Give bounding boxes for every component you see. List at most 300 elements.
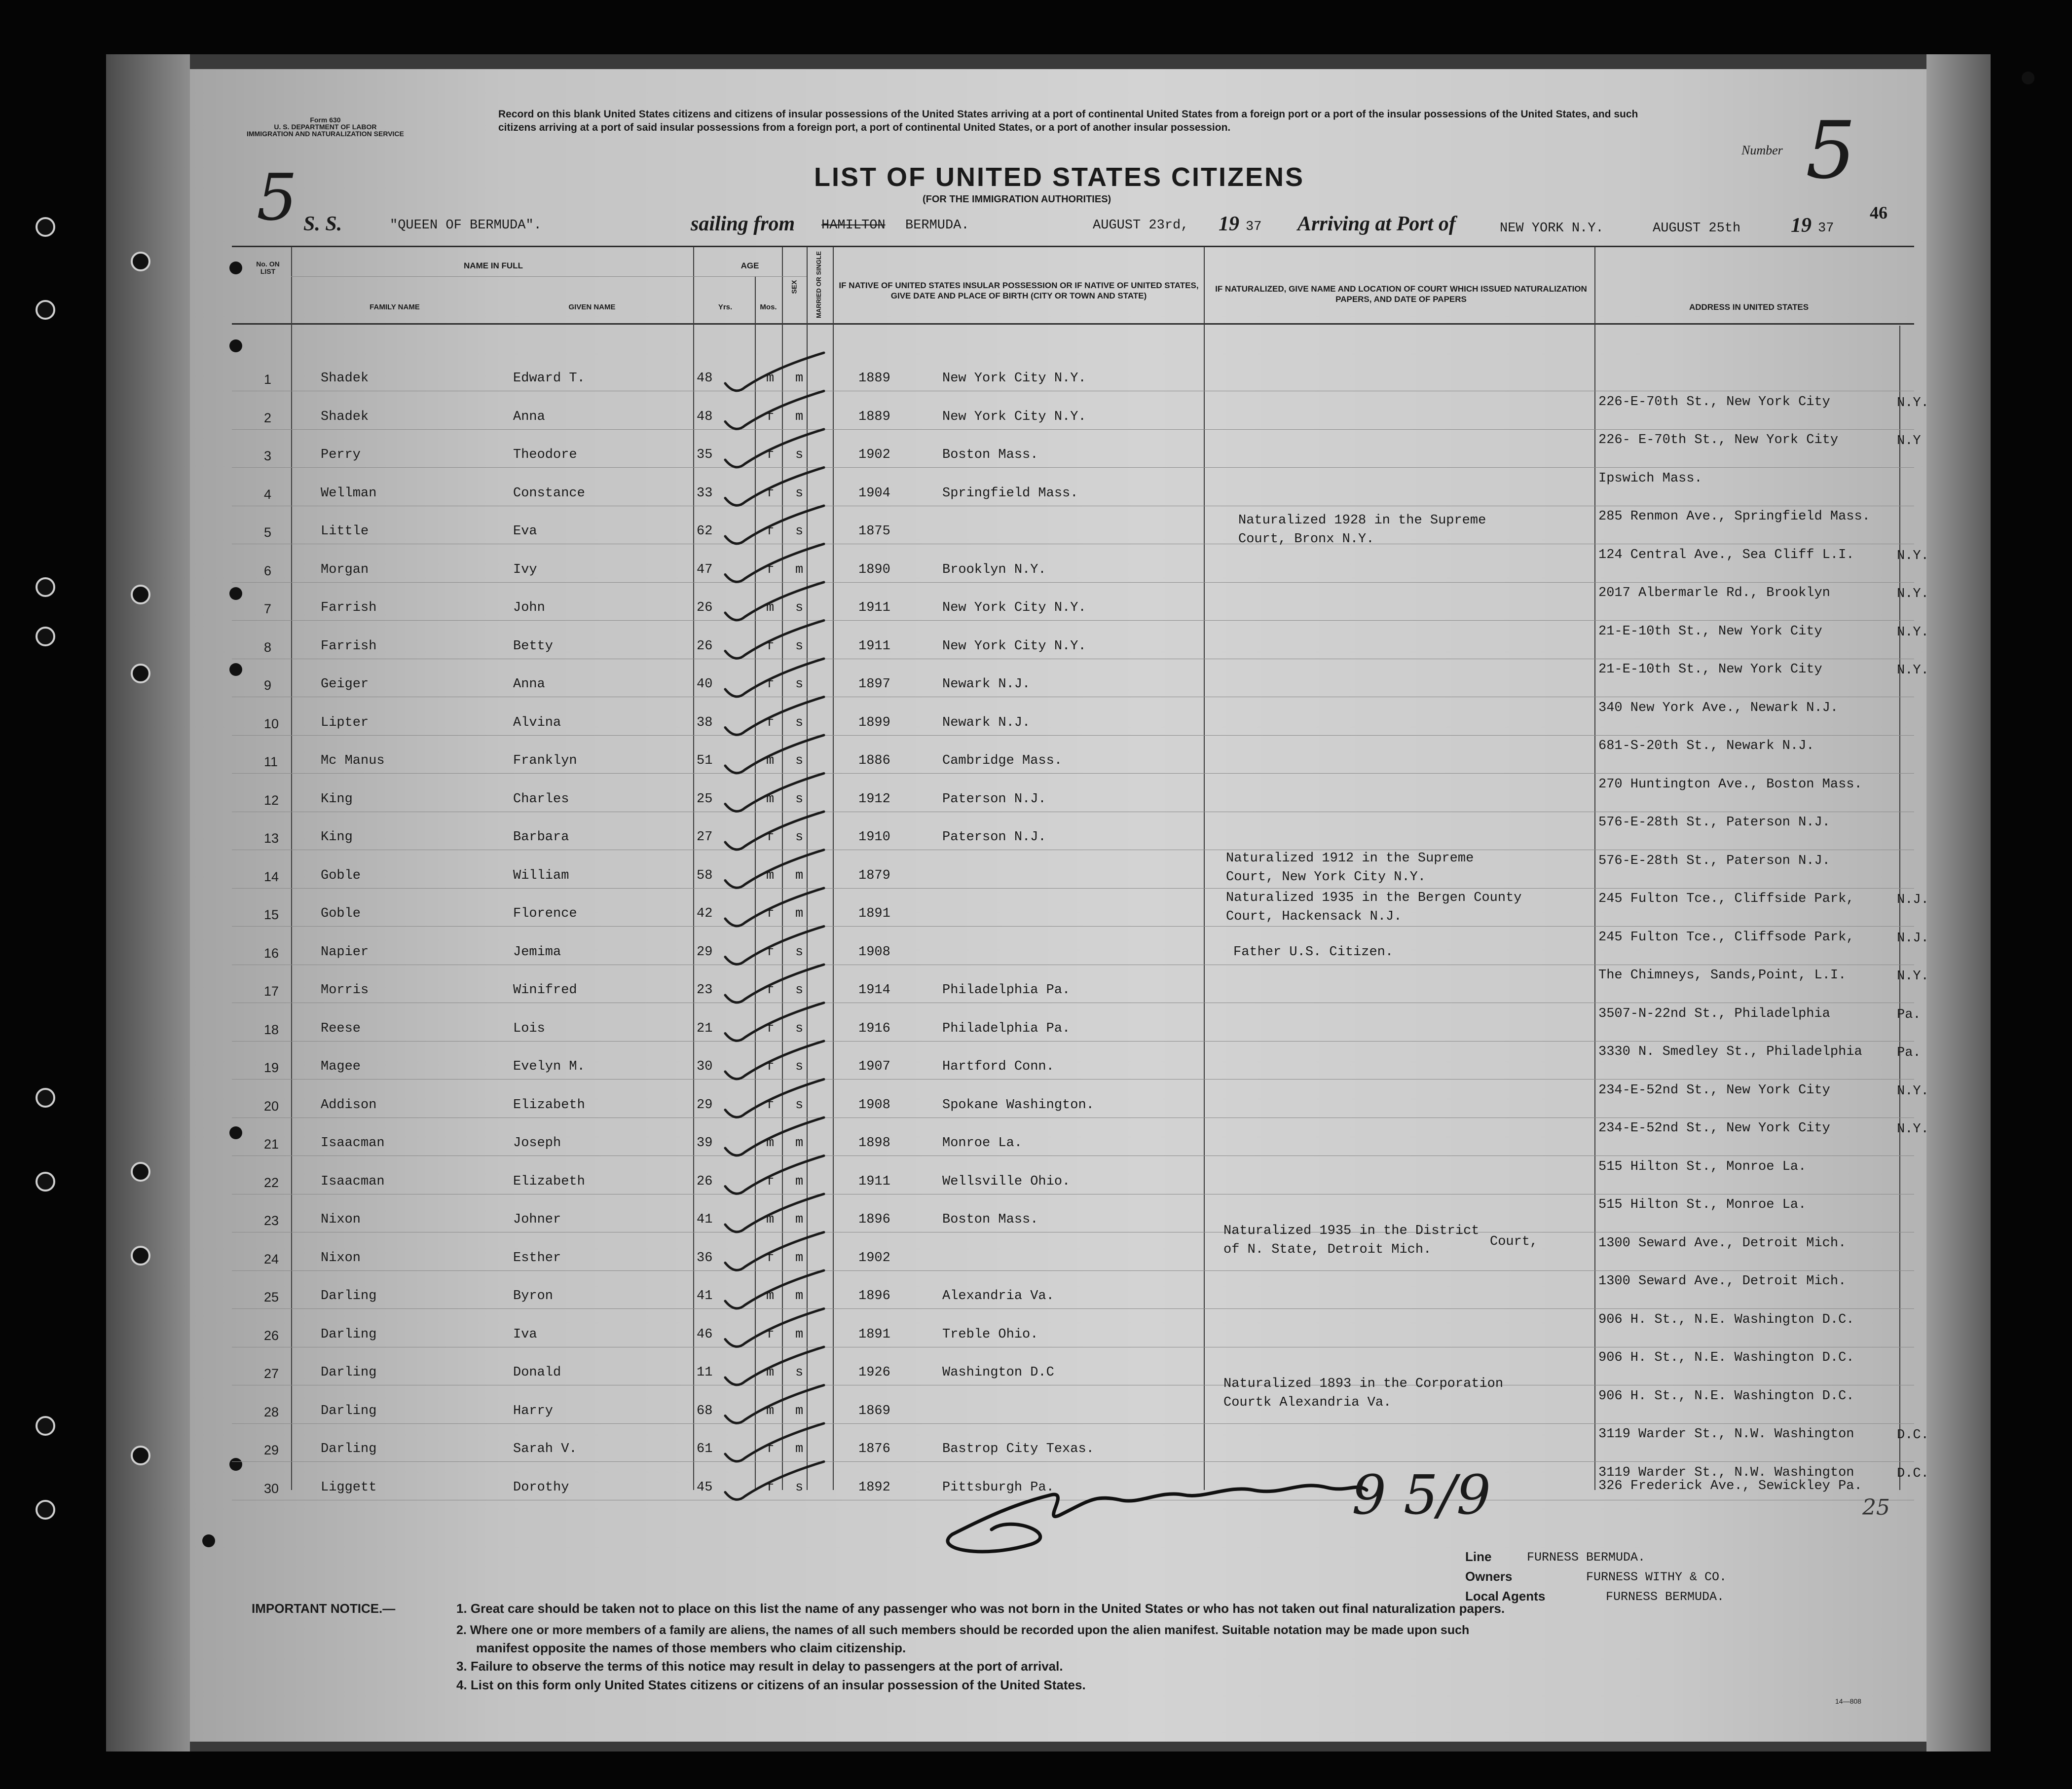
- address-state: N.Y: [1897, 434, 1921, 448]
- marital-status: m: [795, 1404, 804, 1418]
- marital-status: m: [795, 1289, 804, 1304]
- check-mark: [725, 965, 824, 1003]
- given-name: Byron: [513, 1289, 554, 1304]
- marital-status: s: [795, 830, 804, 845]
- arriving-label: Arriving at Port of: [1297, 213, 1456, 235]
- check-mark: [725, 735, 824, 773]
- form-number: Form 630: [310, 116, 341, 124]
- last-address: 326 Frederick Ave., Sewickley Pa.: [1598, 1479, 1862, 1493]
- family-name: Goble: [321, 906, 361, 921]
- col-header-address: ADDRESS IN UNITED STATES: [1689, 302, 1809, 312]
- birth-year: 1910: [858, 830, 890, 845]
- birth-place: Boston Mass.: [942, 1212, 1038, 1227]
- given-name: Charles: [513, 792, 569, 807]
- arrival-port: NEW YORK N.Y.: [1500, 221, 1604, 236]
- age-years: 48: [697, 410, 713, 424]
- address-state: N.Y.: [1897, 587, 1929, 601]
- address-state: N.Y.: [1897, 1084, 1929, 1099]
- address: 906 H. St., N.E. Washington D.C.: [1598, 1389, 1854, 1404]
- naturalization-note-line: Courtk Alexandria Va.: [1223, 1395, 1392, 1410]
- arrival-date: AUGUST 25th: [1653, 221, 1741, 236]
- check-mark: [725, 1385, 824, 1423]
- row-number: 21: [264, 1137, 279, 1152]
- sex: f: [766, 1098, 775, 1113]
- sex: m: [766, 868, 775, 883]
- row-number: 13: [264, 831, 279, 846]
- row-number: 4: [264, 487, 272, 502]
- age-years: 26: [697, 600, 713, 615]
- marital-status: s: [795, 715, 804, 730]
- age-years: 26: [697, 639, 713, 654]
- check-mark: [725, 1041, 824, 1079]
- sex: m: [766, 371, 775, 386]
- birth-place: Boston Mass.: [942, 447, 1038, 462]
- row-number: 12: [264, 793, 279, 808]
- birth-place: Treble Ohio.: [942, 1327, 1038, 1342]
- sex: m: [766, 1289, 775, 1304]
- given-name: Elizabeth: [513, 1098, 585, 1113]
- local-agents-label: Local Agents: [1465, 1589, 1546, 1603]
- row-number: 5: [264, 525, 272, 540]
- owners-value: FURNESS WITHY & CO.: [1586, 1570, 1727, 1584]
- address: 226-E-70th St., New York City: [1598, 395, 1830, 410]
- check-mark: [725, 1232, 824, 1270]
- birth-year: 1904: [858, 486, 890, 501]
- address: 245 Fulton Tce., Cliffsode Park,: [1598, 930, 1854, 945]
- birth-year: 1879: [858, 868, 890, 883]
- marital-status: m: [795, 371, 804, 386]
- birth-year: 1898: [858, 1136, 890, 1151]
- row-number: 16: [264, 946, 279, 961]
- address: 1300 Seward Ave., Detroit Mich.: [1598, 1236, 1847, 1251]
- family-name: Nixon: [321, 1251, 361, 1266]
- marital-status: m: [795, 1327, 804, 1342]
- family-name: Darling: [321, 1327, 377, 1342]
- row-number: 24: [264, 1252, 279, 1267]
- birth-place: Bastrop City Texas.: [942, 1442, 1094, 1456]
- row-number: 1: [264, 372, 272, 387]
- check-mark: [725, 888, 824, 926]
- col-header-family-name: FAMILY NAME: [370, 303, 420, 311]
- given-name: Theodore: [513, 447, 577, 462]
- family-name: Wellman: [321, 486, 377, 501]
- check-mark: [725, 1270, 824, 1308]
- given-name: Constance: [513, 486, 585, 501]
- local-agents-value: FURNESS BERMUDA.: [1606, 1590, 1725, 1604]
- sailing-from-struck: HAMILTON: [821, 218, 886, 233]
- marital-status: s: [795, 792, 804, 807]
- birth-place: New York City N.Y.: [942, 371, 1086, 386]
- birth-year: 1896: [858, 1212, 890, 1227]
- page-subtitle: (FOR THE IMMIGRATION AUTHORITIES): [923, 194, 1111, 205]
- birth-year: 1896: [858, 1289, 890, 1304]
- birth-year: 1886: [858, 753, 890, 768]
- sex: f: [766, 1442, 775, 1456]
- birth-year: 1899: [858, 715, 890, 730]
- address: 226- E-70th St., New York City: [1598, 433, 1839, 447]
- check-mark: [725, 1156, 824, 1194]
- line-value: FURNESS BERMUDA.: [1527, 1550, 1646, 1565]
- age-years: 61: [697, 1442, 713, 1456]
- naturalization-note-line: Court, New York City N.Y.: [1226, 870, 1426, 885]
- address-state: N.Y.: [1897, 1122, 1929, 1137]
- birth-place: Wellsville Ohio.: [942, 1174, 1071, 1189]
- check-mark: [725, 1309, 824, 1347]
- birth-year: 1916: [858, 1021, 890, 1036]
- naturalization-note-line: of N. State, Detroit Mich.: [1223, 1242, 1432, 1257]
- given-name: Alvina: [513, 715, 561, 730]
- family-name: Darling: [321, 1289, 377, 1304]
- family-name: Darling: [321, 1404, 377, 1418]
- given-name: Harry: [513, 1404, 554, 1418]
- birth-year: 1912: [858, 792, 890, 807]
- check-mark: [725, 1118, 824, 1155]
- birth-year: 1876: [858, 1442, 890, 1456]
- family-name: Addison: [321, 1098, 377, 1113]
- given-name: Anna: [513, 410, 545, 424]
- row-number: 28: [264, 1405, 279, 1419]
- birth-place: New York City N.Y.: [942, 600, 1086, 615]
- sex: f: [766, 447, 775, 462]
- age-years: 39: [697, 1136, 713, 1151]
- age-years: 30: [697, 1059, 713, 1074]
- marital-status: m: [795, 906, 804, 921]
- check-mark: [725, 659, 824, 697]
- row-number: 2: [264, 410, 272, 425]
- address: 340 New York Ave., Newark N.J.: [1598, 701, 1839, 715]
- check-mark: [725, 927, 824, 965]
- page-title: LIST OF UNITED STATES CITIZENS: [814, 162, 1304, 192]
- family-name: Shadek: [321, 371, 369, 386]
- marital-status: s: [795, 1365, 804, 1380]
- age-years: 35: [697, 447, 713, 462]
- sex: m: [766, 1136, 775, 1151]
- check-mark: [725, 544, 824, 582]
- col-header-naturalized: IF NATURALIZED, GIVE NAME AND LOCATION OF COURT WHICH ISSUED NATURALIZATION PAPERS, AND DATE OF PAPERS: [1215, 284, 1587, 304]
- birth-year: 1908: [858, 945, 890, 960]
- sex: m: [766, 753, 775, 768]
- given-name: Jemima: [513, 945, 561, 960]
- age-years: 46: [697, 1327, 713, 1342]
- naturalization-note-line: Naturalized 1935 in the District: [1223, 1224, 1480, 1238]
- marital-status: s: [795, 639, 804, 654]
- birth-place: Washington D.C: [942, 1365, 1054, 1380]
- birth-place: New York City N.Y.: [942, 410, 1086, 424]
- age-years: 38: [697, 715, 713, 730]
- address-state: N.Y.: [1897, 663, 1929, 678]
- age-years: 29: [697, 1098, 713, 1113]
- given-name: Elizabeth: [513, 1174, 585, 1189]
- row-number: 14: [264, 869, 279, 884]
- notice-title: IMPORTANT NOTICE.—: [252, 1601, 396, 1616]
- marital-status: s: [795, 524, 804, 539]
- family-name: Little: [321, 524, 369, 539]
- row-number: 29: [264, 1443, 279, 1457]
- address: 515 Hilton St., Monroe La.: [1598, 1159, 1807, 1174]
- row-number: 18: [264, 1022, 279, 1037]
- birth-year: 1891: [858, 906, 890, 921]
- given-name: John: [513, 600, 545, 615]
- sailing-from-label: sailing from: [691, 213, 795, 235]
- marital-status: s: [795, 447, 804, 462]
- notice-item-1: 1. Great care should be taken not to place on this list the name of any passenger who was not born in the United States or who has not taken out final naturalization papers.: [456, 1601, 1505, 1616]
- row-number: 30: [264, 1481, 279, 1496]
- arrival-year-prefix: 19: [1791, 214, 1812, 237]
- col-header-age: AGE: [740, 261, 759, 270]
- marital-status: s: [795, 486, 804, 501]
- row-number: 26: [264, 1328, 279, 1343]
- birth-place: Philadelphia Pa.: [942, 983, 1071, 998]
- age-years: 21: [697, 1021, 713, 1036]
- birth-place: Pittsburgh Pa.: [942, 1480, 1054, 1495]
- check-mark: [725, 850, 824, 888]
- departure-year-prefix: 19: [1219, 213, 1239, 235]
- naturalization-note-line: Court, Hackensack N.J.: [1226, 909, 1402, 924]
- address: 3507-N-22nd St., Philadelphia: [1598, 1006, 1830, 1021]
- given-name: Evelyn M.: [513, 1059, 585, 1074]
- given-name: Barbara: [513, 830, 569, 845]
- sex: f: [766, 524, 775, 539]
- check-mark: [725, 468, 824, 506]
- marital-status: m: [795, 868, 804, 883]
- birth-year: 1902: [858, 447, 890, 462]
- given-name: Florence: [513, 906, 577, 921]
- birth-place: Monroe La.: [942, 1136, 1023, 1151]
- row-number: 7: [264, 601, 272, 616]
- age-years: 62: [697, 524, 713, 539]
- row-number: 9: [264, 678, 272, 693]
- given-name: Eva: [513, 524, 537, 539]
- address-state: N.Y.: [1897, 396, 1929, 410]
- sex: f: [766, 1059, 775, 1074]
- check-mark: [725, 697, 824, 735]
- sex: f: [766, 677, 775, 692]
- birth-year: 1911: [858, 600, 890, 615]
- row-number: 27: [264, 1366, 279, 1381]
- family-name: Napier: [321, 945, 369, 960]
- sex: f: [766, 1021, 775, 1036]
- address-state: N.Y.: [1897, 625, 1929, 640]
- age-years: 41: [697, 1212, 713, 1227]
- given-name: Johner: [513, 1212, 561, 1227]
- address: 234-E-52nd St., New York City: [1598, 1121, 1830, 1136]
- age-years: 58: [697, 868, 713, 883]
- address: 124 Central Ave., Sea Cliff L.I.: [1598, 548, 1854, 562]
- sex: f: [766, 410, 775, 424]
- sex: f: [766, 715, 775, 730]
- check-mark: [725, 1423, 824, 1461]
- address: 234-E-52nd St., New York City: [1598, 1083, 1830, 1098]
- family-name: Goble: [321, 868, 361, 883]
- sex: f: [766, 1174, 775, 1189]
- given-name: Winifred: [513, 983, 577, 998]
- notice-item-2a: 2. Where one or more members of a family are aliens, the names of all such members should be recorded upon the alien manifest. Suitable notation may be made upon such: [456, 1623, 1470, 1637]
- col-header-given-name: GIVEN NAME: [568, 303, 616, 311]
- age-years: 45: [697, 1480, 713, 1495]
- age-years: 42: [697, 906, 713, 921]
- family-name: Shadek: [321, 410, 369, 424]
- given-name: Franklyn: [513, 753, 577, 768]
- birth-year: 1875: [858, 524, 890, 539]
- birth-place: Cambridge Mass.: [942, 753, 1063, 768]
- sex: f: [766, 983, 775, 998]
- arrival-year-suffix: 37: [1818, 221, 1834, 236]
- address: 1300 Seward Ave., Detroit Mich.: [1598, 1274, 1847, 1289]
- check-mark: [725, 429, 824, 467]
- family-name: Isaacman: [321, 1174, 385, 1189]
- row-number: 3: [264, 448, 272, 463]
- marital-status: m: [795, 1212, 804, 1227]
- sex: f: [766, 1480, 775, 1495]
- address-state: N.J.: [1897, 931, 1929, 946]
- age-years: 68: [697, 1404, 713, 1418]
- address: 3330 N. Smedley St., Philadelphia: [1598, 1044, 1862, 1059]
- check-mark: [725, 1080, 824, 1118]
- birth-year: 1892: [858, 1480, 890, 1495]
- address-state: D.C.: [1897, 1428, 1929, 1443]
- col-header-no: No. ON LIST: [256, 260, 280, 275]
- family-name: Morris: [321, 983, 369, 998]
- number-label: Number: [1741, 143, 1783, 157]
- col-header-name-in-full: NAME IN FULL: [464, 261, 523, 270]
- address-state: N.Y.: [1897, 969, 1929, 984]
- owners-label: Owners: [1465, 1569, 1513, 1584]
- given-name: Edward T.: [513, 371, 585, 386]
- marital-status: s: [795, 1059, 804, 1074]
- check-mark: [725, 1347, 824, 1385]
- print-code: 14—808: [1835, 1697, 1861, 1705]
- birth-place: Paterson N.J.: [942, 792, 1046, 807]
- address: Ipswich Mass.: [1598, 471, 1702, 486]
- marital-status: m: [795, 562, 804, 577]
- naturalization-note-line: Court, Bronx N.Y.: [1238, 532, 1374, 547]
- family-name: Darling: [321, 1365, 377, 1380]
- check-mark: [725, 1462, 824, 1500]
- address-state: D.C.: [1897, 1466, 1929, 1481]
- birth-place: Newark N.J.: [942, 715, 1031, 730]
- family-name: Darling: [321, 1442, 377, 1456]
- naturalization-note-line: Naturalized 1893 in the Corporation: [1223, 1377, 1504, 1391]
- check-mark: [725, 582, 824, 620]
- family-name: Morgan: [321, 562, 369, 577]
- marital-status: m: [795, 1136, 804, 1151]
- sex: m: [766, 1404, 775, 1418]
- age-years: 41: [697, 1289, 713, 1304]
- given-name: Iva: [513, 1327, 537, 1342]
- marital-status: m: [795, 410, 804, 424]
- list-number: 5: [1806, 104, 1856, 196]
- signature-date: 9 5/9: [1352, 1463, 1491, 1527]
- family-name: Perry: [321, 447, 361, 462]
- address: 3119 Warder St., N.W. Washington: [1598, 1427, 1854, 1442]
- age-years: 29: [697, 945, 713, 960]
- signature-stroke: [948, 1486, 1367, 1552]
- sex: f: [766, 906, 775, 921]
- page-code: 46: [1870, 203, 1887, 223]
- address: 906 H. St., N.E. Washington D.C.: [1598, 1350, 1854, 1365]
- birth-year: 1869: [858, 1404, 890, 1418]
- family-name: Liggett: [321, 1480, 377, 1495]
- address: 906 H. St., N.E. Washington D.C.: [1598, 1312, 1854, 1327]
- col-header-birth: IF NATIVE OF UNITED STATES INSULAR POSSESSION OR IF NATIVE OF UNITED STATES, GIVE DATE AND PLACE OF BIRTH (CITY OR TOWN AND STATE): [839, 281, 1199, 300]
- sex: f: [766, 830, 775, 845]
- age-years: 51: [697, 753, 713, 768]
- row-number: 10: [264, 716, 279, 731]
- birth-place: Alexandria Va.: [942, 1289, 1054, 1304]
- sex: m: [766, 1212, 775, 1227]
- birth-place: Hartford Conn.: [942, 1059, 1054, 1074]
- given-name: William: [513, 868, 569, 883]
- age-years: 23: [697, 983, 713, 998]
- given-name: Betty: [513, 639, 554, 654]
- address: The Chimneys, Sands,Point, L.I.: [1598, 968, 1847, 983]
- family-name: Magee: [321, 1059, 361, 1074]
- address: 2017 Albermarle Rd., Brooklyn: [1598, 586, 1830, 600]
- address: 576-E-28th St., Paterson N.J.: [1598, 854, 1830, 868]
- sex: f: [766, 486, 775, 501]
- sex: m: [766, 600, 775, 615]
- marital-status: s: [795, 983, 804, 998]
- col-header-yrs: Yrs.: [718, 303, 733, 311]
- naturalization-note-line: Naturalized 1935 in the Bergen County: [1226, 891, 1522, 905]
- address-state: N.Y.: [1897, 549, 1929, 563]
- row-number: 22: [264, 1175, 279, 1190]
- marital-status: s: [795, 600, 804, 615]
- given-name: Esther: [513, 1251, 561, 1266]
- given-name: Ivy: [513, 562, 537, 577]
- address: 515 Hilton St., Monroe La.: [1598, 1197, 1807, 1212]
- col-header-sex: SEX: [790, 280, 798, 294]
- birth-year: 1907: [858, 1059, 890, 1074]
- birth-year: 1926: [858, 1365, 890, 1380]
- check-mark: [725, 1194, 824, 1232]
- address: 3119 Warder St., N.W. Washington: [1598, 1465, 1854, 1480]
- age-years: 27: [697, 830, 713, 845]
- sex: f: [766, 639, 775, 654]
- address: 576-E-28th St., Paterson N.J.: [1598, 815, 1830, 830]
- birth-year: 1889: [858, 371, 890, 386]
- birth-place: New York City N.Y.: [942, 639, 1086, 654]
- family-name: Lipter: [321, 715, 369, 730]
- birth-place: Newark N.J.: [942, 677, 1031, 692]
- row-number: 23: [264, 1213, 279, 1228]
- address-state: Pa.: [1897, 1045, 1921, 1060]
- birth-year: 1897: [858, 677, 890, 692]
- family-name: Mc Manus: [321, 753, 385, 768]
- birth-year: 1890: [858, 562, 890, 577]
- service-name: IMMIGRATION AND NATURALIZATION SERVICE: [247, 130, 404, 138]
- age-years: 47: [697, 562, 713, 577]
- sex: m: [766, 792, 775, 807]
- address-state: Pa.: [1897, 1007, 1921, 1022]
- row-number: 11: [264, 754, 278, 769]
- row-number: 17: [264, 984, 279, 999]
- department-name: U. S. DEPARTMENT OF LABOR: [274, 123, 377, 131]
- birth-place: Springfield Mass.: [942, 486, 1078, 501]
- marital-status: s: [795, 677, 804, 692]
- marital-status: s: [795, 945, 804, 960]
- birth-place: Brooklyn N.Y.: [942, 562, 1046, 577]
- given-name: Dorothy: [513, 1480, 569, 1495]
- notice-item-3: 3. Failure to observe the terms of this notice may result in delay to passengers at the port of arrival.: [456, 1659, 1063, 1674]
- birth-year: 1908: [858, 1098, 890, 1113]
- birth-year: 1911: [858, 639, 890, 654]
- notice-item-4: 4. List on this form only United States citizens or citizens of an insular possession of the United States.: [456, 1677, 1086, 1692]
- marital-status: m: [795, 1442, 804, 1456]
- form-instructions: Record on this blank United States citizens and citizens of insular possessions of the United States arriving at a port of continental United States from a foreign port or a port of the insular possessions of the United States, and such citizens arriving at a port of said insular possessions from a foreign port, a port of continental United States, or a port of another insular possession.: [498, 109, 1638, 133]
- check-mark: [725, 1003, 824, 1041]
- row-number: 20: [264, 1099, 279, 1114]
